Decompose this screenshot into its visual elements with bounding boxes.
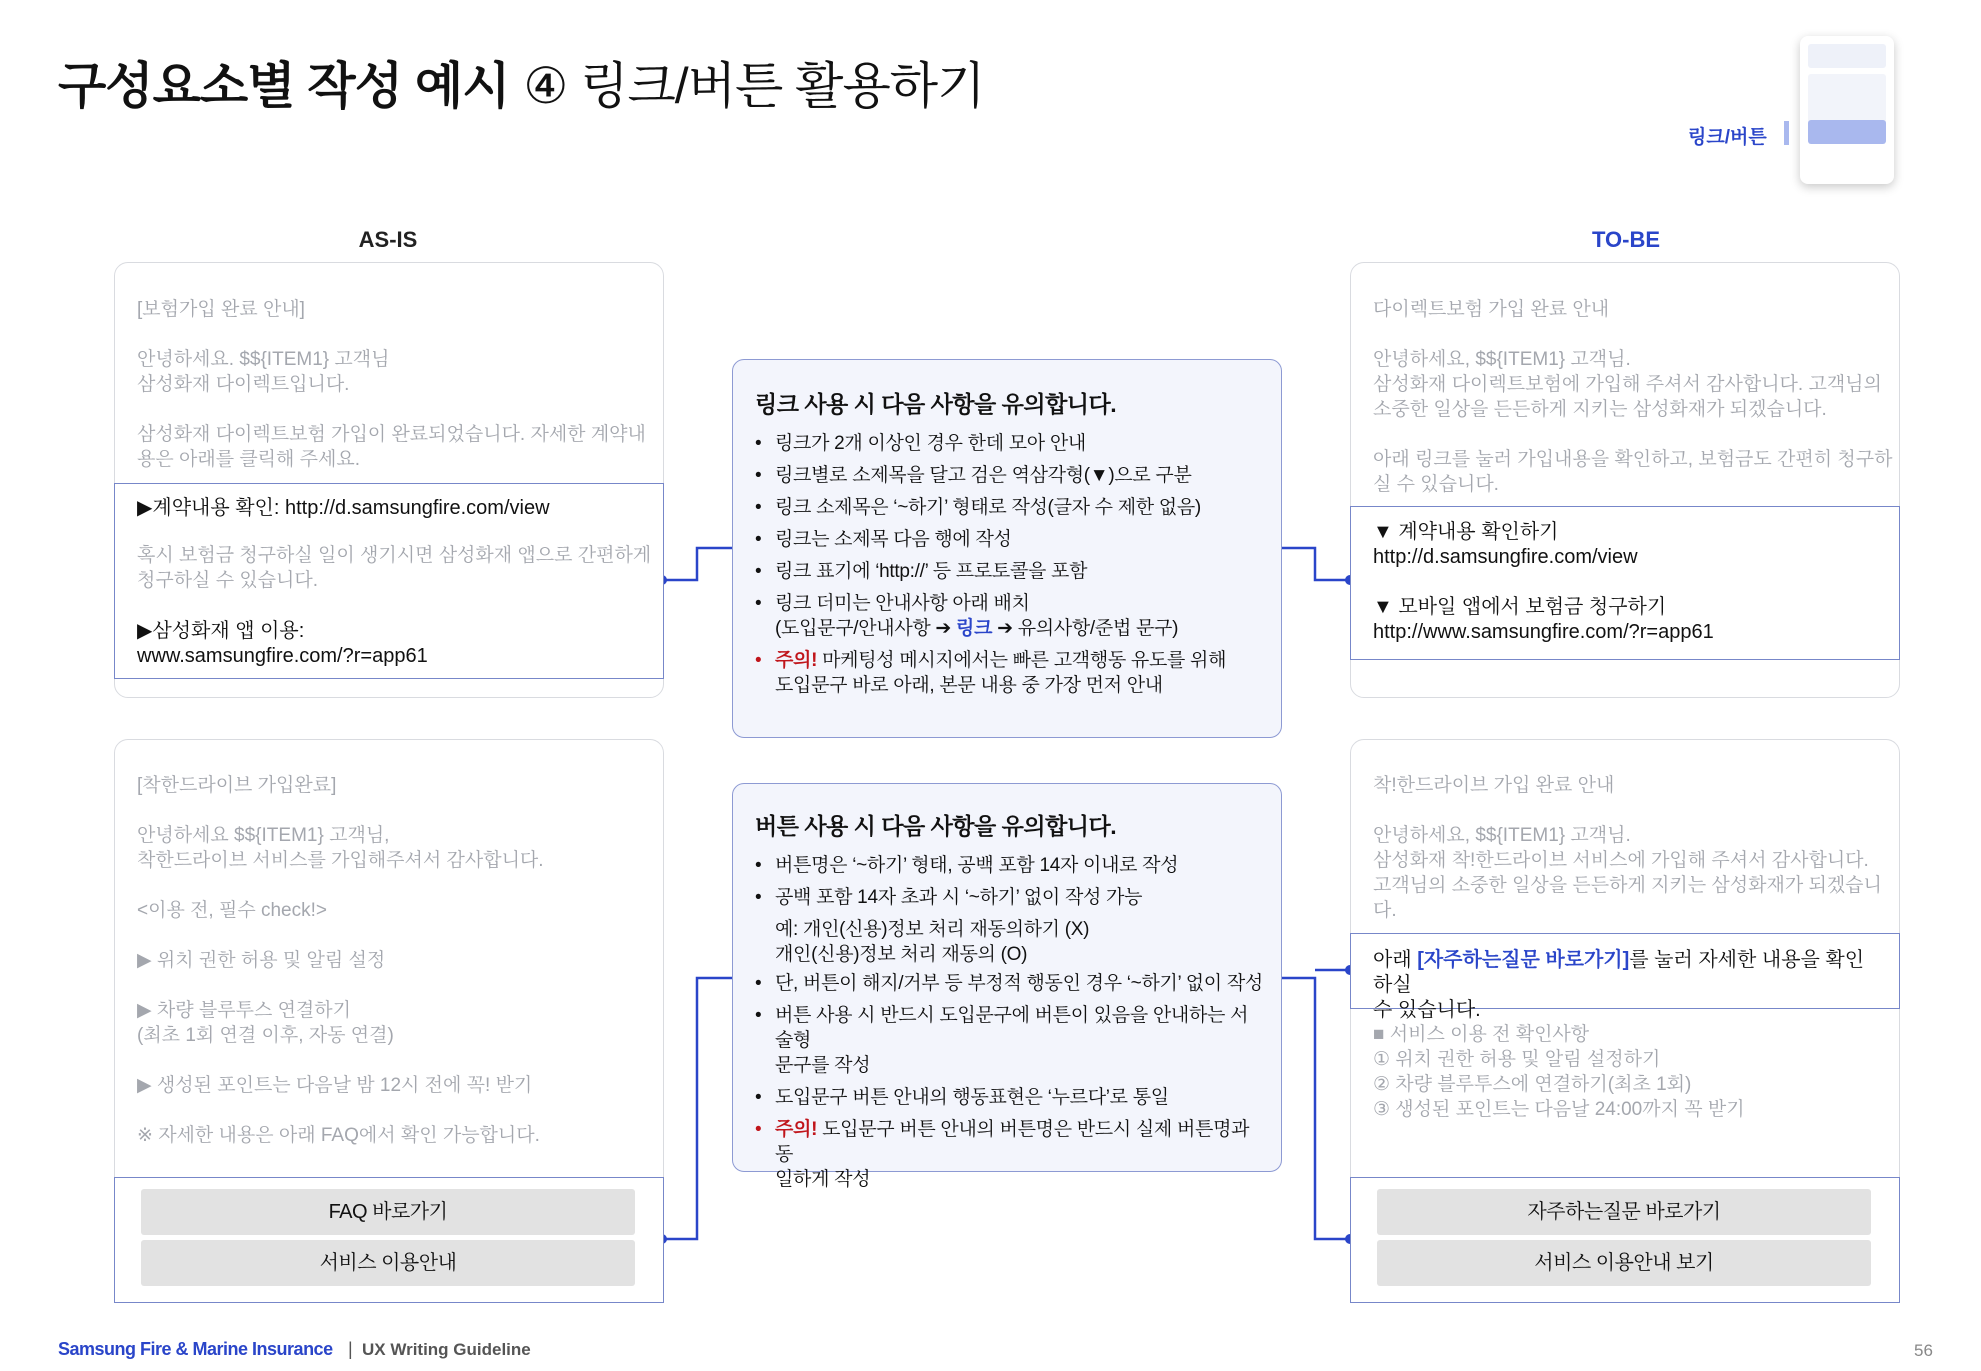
page-title-sub: ④ 링크/버튼 활용하기	[523, 58, 985, 114]
faq-button[interactable]: FAQ 바로가기	[141, 1189, 635, 1235]
link-note-warning	[753, 648, 1263, 698]
button-note-list	[753, 853, 1263, 917]
link-note-item: • 링크가 2개 이상인 경우 한데 모아 안내	[753, 431, 1263, 456]
link-note-placement-text: 링크 더미는 안내사항 아래 배치 (도입문구/안내사항 ➔	[775, 593, 1030, 639]
link-note-placement-tail: ➔ 유의사항/준법 문구)	[992, 618, 1179, 639]
page-number: 56	[1914, 1341, 1933, 1360]
footer-separator: |	[348, 1339, 353, 1359]
link-note-item: • 링크 소제목은 ‘~하기’ 형태로 작성(글자 수 제한 없음)	[753, 495, 1263, 520]
link-note-link-word: 링크	[956, 618, 993, 639]
button-note-list-2	[753, 971, 1263, 1199]
asis-button-message-body: [착한드라이브 가입완료] 안녕하세요 $${ITEM1} 고객님, 착한드라이브 서비스를 가입해주셔서 감사합니다. <이용 전, 필수 check!> ▶ 위치 권한 허용 및 알림 설정 ▶ 차량 블루투스 연결하기 (최초 1회 연결 이후, 자동 연결) ▶ 생성된 포인트는 다음날 밤 12시 전에 꼭! 받기 ※ 자세한 내용은 아래 FAQ에서 확인 가능합니다.	[137, 775, 544, 1146]
button-note-item: • 버튼 사용 시 반드시 도입문구에 버튼이 있음을 안내하는 서술형 문구를 작성	[753, 1003, 1263, 1078]
tobe-checklist: ■ 서비스 이용 전 확인사항 ① 위치 권한 허용 및 알림 설정하기 ② 차량 블루투스에 연결하기(최초 1회) ③ 생성된 포인트는 다음날 24:00까지 꼭 받기	[1373, 1024, 1745, 1120]
footer-brand: Samsung Fire & Marine Insurance	[58, 1339, 333, 1359]
tobe-link-message-body: 다이렉트보험 가입 완료 안내 안녕하세요, $${ITEM1} 고객님. 삼성화재 다이렉트보험에 가입해 주셔서 감사합니다. 고객님의 소중한 일상을 든든하게 지키는 삼성화재가 되겠습니다. 아래 링크를 눌러 가입내용을 확인하고, 보험금도 간편히 청구하 실 수 있습니다.	[1373, 299, 1893, 495]
service-guide-view-button[interactable]: 서비스 이용안내 보기	[1377, 1240, 1871, 1286]
button-guideline-note	[732, 783, 1282, 1190]
thumbnail-label: 링크/버튼	[1688, 127, 1767, 148]
asis-heading: AS-IS	[358, 227, 418, 252]
button-note-item: • 공백 포함 14자 초과 시 ‘~하기’ 없이 작성 가능	[753, 885, 1263, 910]
warning-label: 주의!	[775, 650, 818, 671]
button-note-item: • 단, 버튼이 해지/거부 등 부정적 행동인 경우 ‘~하기’ 없이 작성	[753, 971, 1263, 996]
link-note-item: • 링크 표기에 ‘http://’ 등 프로토콜을 포함	[753, 559, 1263, 584]
button-note-warning	[753, 1117, 1263, 1192]
button-note-title: 버튼 사용 시 다음 사항을 유의합니다.	[755, 813, 1117, 839]
warning-label: 주의!	[775, 1119, 818, 1140]
button-note-item: • 버튼명은 ‘~하기’ 형태, 공백 포함 14자 이내로 작성	[753, 853, 1263, 878]
warning-text: 마케팅성 메시지에서는 빠른 고객행동 유도를 위해 도입문구 바로 아래, 본문 내용 중 가장 먼저 안내	[775, 650, 1227, 696]
service-guide-button[interactable]: 서비스 이용안내	[141, 1240, 635, 1286]
asis-link-middle-text: 혹시 보험금 청구하실 일이 생기시면 삼성화재 앱으로 간편하게 청구하실 수 있습니다.	[137, 545, 652, 591]
intro-text: 아래	[1373, 949, 1418, 971]
link-note-item-placement	[753, 591, 1263, 641]
link-note-item: • 링크별로 소제목을 달고 검은 역삼각형(▼)으로 구분	[753, 463, 1263, 488]
intro-button-name: [자주하는질문 바로가기]	[1417, 949, 1630, 971]
button-note-example: 예: 개인(신용)정보 처리 재동의하기 (X) 개인(신용)정보 처리 재동의 (O)	[775, 919, 1090, 965]
link-guideline-note	[732, 359, 1282, 738]
page-title-main: 구성요소별 작성 예시	[58, 58, 510, 114]
link-note-title: 링크 사용 시 다음 사항을 유의합니다.	[755, 391, 1117, 417]
link-note-item: • 링크는 소제목 다음 행에 작성	[753, 527, 1263, 552]
asis-link-app: ▶삼성화재 앱 이용: www.samsungfire.com/?r=app61	[137, 620, 428, 667]
button-note-item: • 도입문구 버튼 안내의 행동표현은 ‘누르다’로 통일	[753, 1085, 1263, 1110]
tobe-heading: TO-BE	[1591, 227, 1661, 252]
footer-guide: UX Writing Guideline	[362, 1340, 531, 1359]
faq-shortcut-button[interactable]: 자주하는질문 바로가기	[1377, 1189, 1871, 1235]
tobe-button-message-body: 착!한드라이브 가입 완료 안내 안녕하세요, $${ITEM1} 고객님. 삼성화재 착!한드라이브 서비스에 가입해 주셔서 감사합니다. 고객님의 소중한 일상을 든든하게 지키는 삼성화재가 되겠습니 다.	[1373, 775, 1882, 921]
link-note-list	[753, 431, 1263, 705]
warning-text: 도입문구 버튼 안내의 버튼명은 반드시 실제 버튼명과 동 일하게 작성	[775, 1119, 1250, 1190]
tobe-button-intro	[1373, 948, 1883, 1023]
asis-link-message-body: [보험가입 완료 안내] 안녕하세요. $${ITEM1} 고객님 삼성화재 다이렉트입니다. 삼성화재 다이렉트보험 가입이 완료되었습니다. 자세한 계약내 용은 아래를 클릭해 주세요.	[137, 299, 646, 470]
asis-link-contract: ▶계약내용 확인: http://d.samsungfire.com/view	[137, 497, 550, 519]
intro-text-tail: 를 눌러 자세한 내용을 확인하실 수 있습니다.	[1373, 949, 1865, 1021]
tobe-link-list: ▼ 계약내용 확인하기 http://d.samsungfire.com/view ▼ 모바일 앱에서 보험금 청구하기 http://www.samsungfire.com/?r=app61	[1373, 521, 1714, 643]
